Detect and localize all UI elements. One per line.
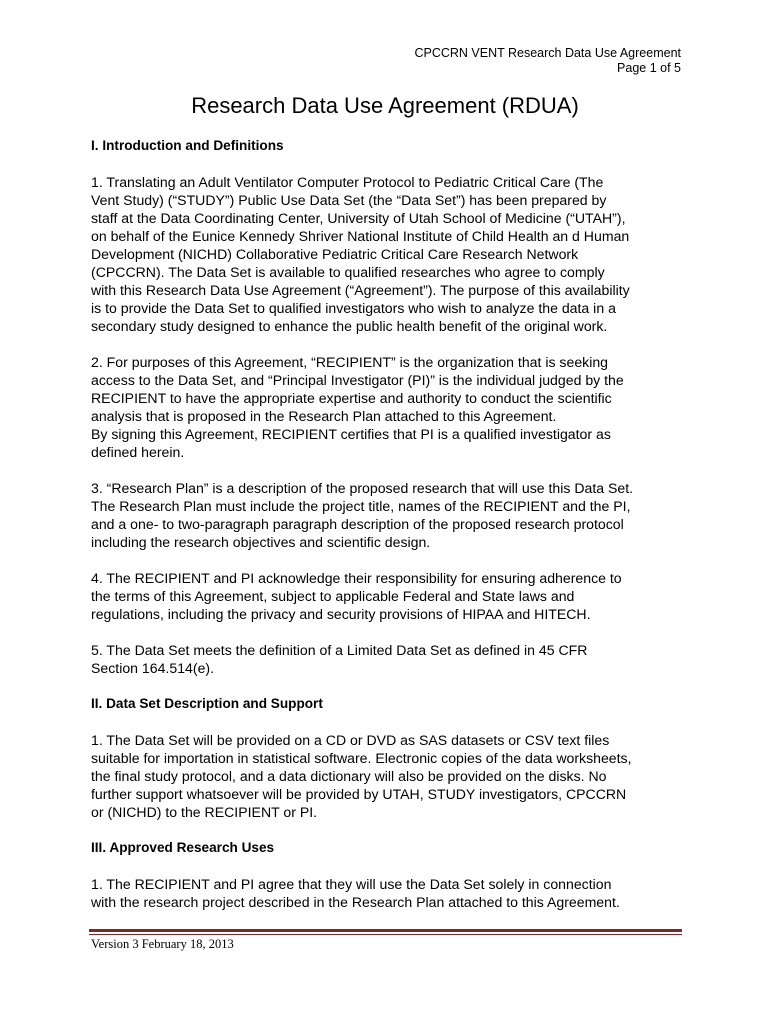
text-line: RECIPIENT to have the appropriate expertise and authority to conduct the scientific (91, 390, 612, 406)
text-line: 4. The RECIPIENT and PI acknowledge their responsibility for ensuring adherence to (91, 570, 622, 586)
text-line: regulations, including the privacy and security provisions of HIPAA and HITECH. (91, 606, 591, 622)
text-line: (CPCCRN). The Data Set is available to qualified researches who agree to comply (91, 264, 605, 280)
text-line: access to the Data Set, and “Principal Investigator (PI)” is the individual judged by the (91, 372, 624, 388)
footer-divider-thin (89, 934, 682, 935)
text-line: suitable for importation in statistical software. Electronic copies of the data worksheets, (91, 750, 632, 766)
text-line: analysis that is proposed in the Research Plan attached to this Agreement. (91, 408, 557, 424)
text-line: including the research objectives and scientific design. (91, 534, 431, 550)
header-page-number: Page 1 of 5 (617, 61, 681, 75)
text-line: 2. For purposes of this Agreement, “RECIPIENT” is the organization that is seeking (91, 354, 609, 370)
text-line: and a one- to two-paragraph paragraph description of the proposed research protocol (91, 516, 624, 532)
text-line: By signing this Agreement, RECIPIENT certifies that PI is a qualified investigator as (91, 426, 611, 442)
text-line: staff at the Data Coordinating Center, University of Utah School of Medicine (“UTAH”), (91, 210, 626, 226)
text-line: the terms of this Agreement, subject to applicable Federal and State laws and (91, 588, 575, 604)
paragraph-intro-1 (91, 173, 681, 335)
paragraph-intro-3 (91, 479, 681, 551)
paragraph-approved-uses-1 (91, 875, 681, 911)
text-line: 1. The Data Set will be provided on a CD or DVD as SAS datasets or CSV text files (91, 732, 610, 748)
text-line: defined herein. (91, 444, 185, 460)
running-header (414, 46, 681, 76)
section-heading-introduction: I. Introduction and Definitions (91, 138, 284, 153)
text-line: is to provide the Data Set to qualified investigators who wish to analyze the data in a (91, 300, 616, 316)
text-line: or (NICHD) to the RECIPIENT or PI. (91, 804, 318, 820)
footer-divider (89, 929, 682, 932)
section-heading-data-set-description: II. Data Set Description and Support (91, 696, 323, 711)
text-line: Section 164.514(e). (91, 660, 215, 676)
text-line: the final study protocol, and a data dictionary will also be provided on the disks. No (91, 768, 607, 784)
text-line: with the research project described in the Research Plan attached to this Agreement. (91, 894, 620, 910)
header-doc-name: CPCCRN VENT Research Data Use Agreement (414, 46, 681, 60)
text-line: Vent Study) (“STUDY”) Public Use Data Set (the “Data Set”) has been prepared by (91, 192, 607, 208)
text-line: 3. “Research Plan” is a description of the proposed research that will use this Data Set. (91, 480, 634, 496)
text-line: Development (NICHD) Collaborative Pediatric Critical Care Research Network (91, 246, 579, 262)
footer-version: Version 3 February 18, 2013 (91, 937, 234, 951)
text-line: on behalf of the Eunice Kennedy Shriver National Institute of Child Health an d Human (91, 228, 630, 244)
text-line: 5. The Data Set meets the definition of a Limited Data Set as defined in 45 CFR (91, 642, 588, 658)
paragraph-intro-2 (91, 353, 681, 461)
text-line: 1. The RECIPIENT and PI agree that they will use the Data Set solely in connection (91, 876, 612, 892)
text-line: 1. Translating an Adult Ventilator Computer Protocol to Pediatric Critical Care (The (91, 174, 604, 190)
text-line: with this Research Data Use Agreement (“Agreement”). The purpose of this availability (91, 282, 630, 298)
text-line: further support whatsoever will be provided by UTAH, STUDY investigators, CPCCRN (91, 786, 627, 802)
paragraph-intro-4 (91, 569, 681, 623)
document-body (91, 137, 681, 929)
paragraph-data-set-1 (91, 731, 681, 821)
paragraph-intro-5 (91, 641, 681, 677)
text-line: The Research Plan must include the project title, names of the RECIPIENT and the PI, (91, 498, 631, 514)
document-title: Research Data Use Agreement (RDUA) (191, 93, 579, 118)
section-heading-approved-uses: III. Approved Research Uses (91, 840, 275, 855)
text-line: secondary study designed to enhance the public health benefit of the original work. (91, 318, 608, 334)
